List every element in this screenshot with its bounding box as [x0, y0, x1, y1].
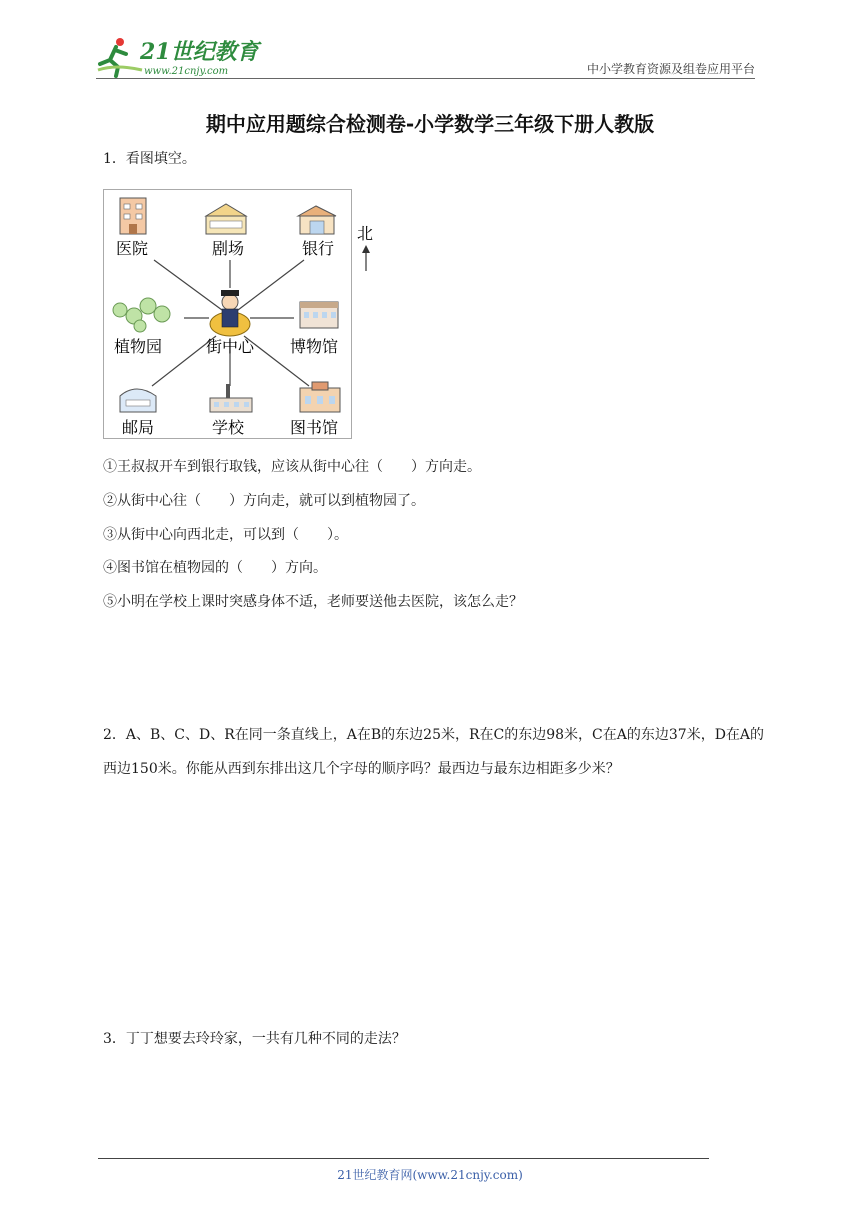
question-1-sub-1: ①王叔叔开车到银行取钱，应该从街中心往（ ）方向走。 — [103, 459, 481, 475]
trees-icon — [113, 298, 170, 332]
question-1-sub-2: ②从街中心往（ ）方向走，就可以到植物园了。 — [103, 493, 425, 509]
logo-text: 21世纪教育 — [140, 39, 259, 65]
post-office-icon — [120, 389, 156, 412]
header-divider — [96, 78, 755, 79]
question-1-stem: 1．看图填空。 — [103, 151, 196, 167]
label-garden: 植物园 — [114, 337, 163, 356]
question-1-sub-4: ④图书馆在植物园的（ ）方向。 — [103, 560, 327, 576]
runner-icon — [98, 38, 142, 76]
hospital-icon — [120, 198, 146, 234]
school-icon — [210, 384, 252, 412]
platform-name: 中小学教育资源及组卷应用平台 — [586, 62, 755, 76]
site-logo — [96, 34, 266, 78]
label-bank: 银行 — [302, 239, 335, 258]
question-3: 3．丁丁想要去玲玲家，一共有几种不同的走法？ — [103, 1031, 406, 1047]
policeman-icon — [210, 290, 250, 336]
north-label: 北 — [357, 224, 374, 243]
label-theater: 剧场 — [212, 239, 245, 258]
page-title: 期中应用题综合检测卷-小学数学三年级下册人教版 — [205, 112, 655, 136]
footer-text: 21世纪教育网(www.21cnjy.com) — [337, 1168, 523, 1182]
label-museum: 博物馆 — [290, 337, 339, 356]
label-center: 街中心 — [206, 337, 255, 356]
label-post: 邮局 — [122, 418, 155, 437]
bank-icon — [298, 206, 336, 234]
library-icon — [300, 382, 340, 412]
logo-url: www.21cnjy.com — [144, 66, 229, 77]
question-2: 2．A、B、C、D、R在同一条直线上，A在B的东边25米，R在C的东边98米，C在A的东边37米，D在A的西边150米。你能从西到东排出这几个字母的顺序吗？最西边与最东边相距多少米？ — [103, 727, 765, 777]
footer-divider — [98, 1158, 709, 1159]
label-library: 图书馆 — [290, 418, 339, 437]
label-school: 学校 — [212, 418, 245, 437]
question-1-sub-3: ③从街中心向西北走，可以到（ ）。 — [103, 527, 348, 543]
north-indicator — [355, 223, 377, 273]
theater-icon — [206, 204, 246, 234]
north-arrow-icon — [362, 245, 370, 271]
question-1-sub-5: ⑤小明在学校上课时突感身体不适，老师要送他去医院，该怎么走？ — [103, 594, 523, 610]
label-hospital: 医院 — [116, 239, 149, 258]
museum-icon — [300, 302, 338, 328]
street-map-figure — [103, 189, 352, 439]
